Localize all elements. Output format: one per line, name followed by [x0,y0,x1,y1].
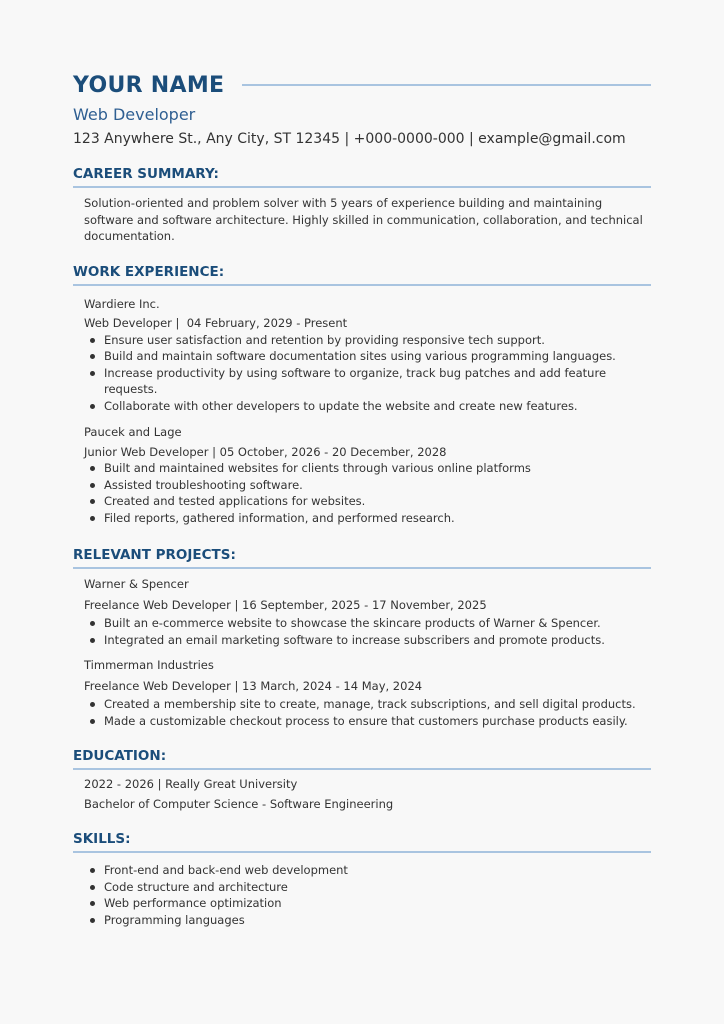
education-section [73,746,651,812]
education-degree: Bachelor of Computer Science - Software Engineering [84,796,394,811]
list-item: Built an e-commerce website to showcase the skincare products of Warner & Spencer. [104,615,651,632]
job-bullets [73,460,651,526]
list-item: Ensure user satisfaction and retention by providing responsive tech support. [104,332,651,349]
list-item: Created and tested applications for websites. [104,493,651,510]
job-company: Paucek and Lage [84,425,182,439]
list-item: Code structure and architecture [104,879,651,896]
work-divider [73,284,651,286]
skills-section [73,829,651,928]
list-item: Integrated an email marketing software to increase subscribers and promote products. [104,632,651,649]
project-client: Timmerman Industries [84,658,214,672]
job-role: Web Developer | 04 February, 2029 - Present [84,316,348,330]
project-role: Freelance Web Developer | 16 September, 2025 - 17 November, 2025 [84,597,487,612]
education-heading: EDUCATION: [73,748,167,764]
list-item: Created a membership site to create, manage, track subscriptions, and sell digital products. [104,696,651,713]
summary-heading: CAREER SUMMARY: [73,166,219,182]
list-item: Filed reports, gathered information, and performed research. [104,510,651,527]
job-role: Junior Web Developer | 05 October, 2026 - 20 December, 2028 [84,444,447,459]
name-divider [242,84,651,86]
work-section [73,262,651,527]
projects-section [73,545,651,729]
job-bullets [73,332,651,415]
job-company: Wardiere Inc. [84,296,160,311]
project-bullets [73,615,651,648]
job-title: Web Developer [73,105,196,124]
list-item: Programming languages [104,912,651,929]
applicant-name: YOUR NAME [73,72,225,98]
project-client: Warner & Spencer [84,577,189,591]
resume-page [73,70,651,928]
list-item: Build and maintain software documentation sites using various programming languages. [104,348,651,365]
list-item: Collaborate with other developers to update the website and create new features. [104,398,651,415]
summary-text: Solution-oriented and problem solver with 5 years of experience building and maintaining software and software architecture. Highly skilled in communication, collaboration, and technical documentation. [84,196,643,243]
list-item: Built and maintained websites for clients through various online platforms [104,460,651,477]
name-row [73,70,651,100]
project-entry [73,657,651,729]
job-entry [73,296,651,415]
list-item: Web performance optimization [104,895,651,912]
summary-divider [73,186,651,188]
list-item: Increase productivity by using software to organize, track bug patches and add feature requests. [104,365,651,398]
list-item: Made a customizable checkout process to ensure that customers purchase products easily. [104,713,651,730]
education-divider [73,768,651,770]
project-entry [73,576,651,648]
skills-list [73,862,651,928]
list-item: Assisted troubleshooting software. [104,477,651,494]
skills-divider [73,851,651,853]
summary-section [73,164,651,245]
job-entry [73,424,651,526]
contact-info: 123 Anywhere St., Any City, ST 12345 | +000-0000-000 | example@gmail.com [73,131,626,147]
project-bullets [73,696,651,729]
list-item: Front-end and back-end web development [104,862,651,879]
work-heading: WORK EXPERIENCE: [73,263,225,280]
project-role: Freelance Web Developer | 13 March, 2024 - 14 May, 2024 [84,678,423,693]
projects-divider [73,567,651,569]
skills-heading: SKILLS: [73,831,131,847]
education-degree-dates: 2022 - 2026 | Really Great University [84,777,298,791]
projects-heading: RELEVANT PROJECTS: [73,547,236,563]
